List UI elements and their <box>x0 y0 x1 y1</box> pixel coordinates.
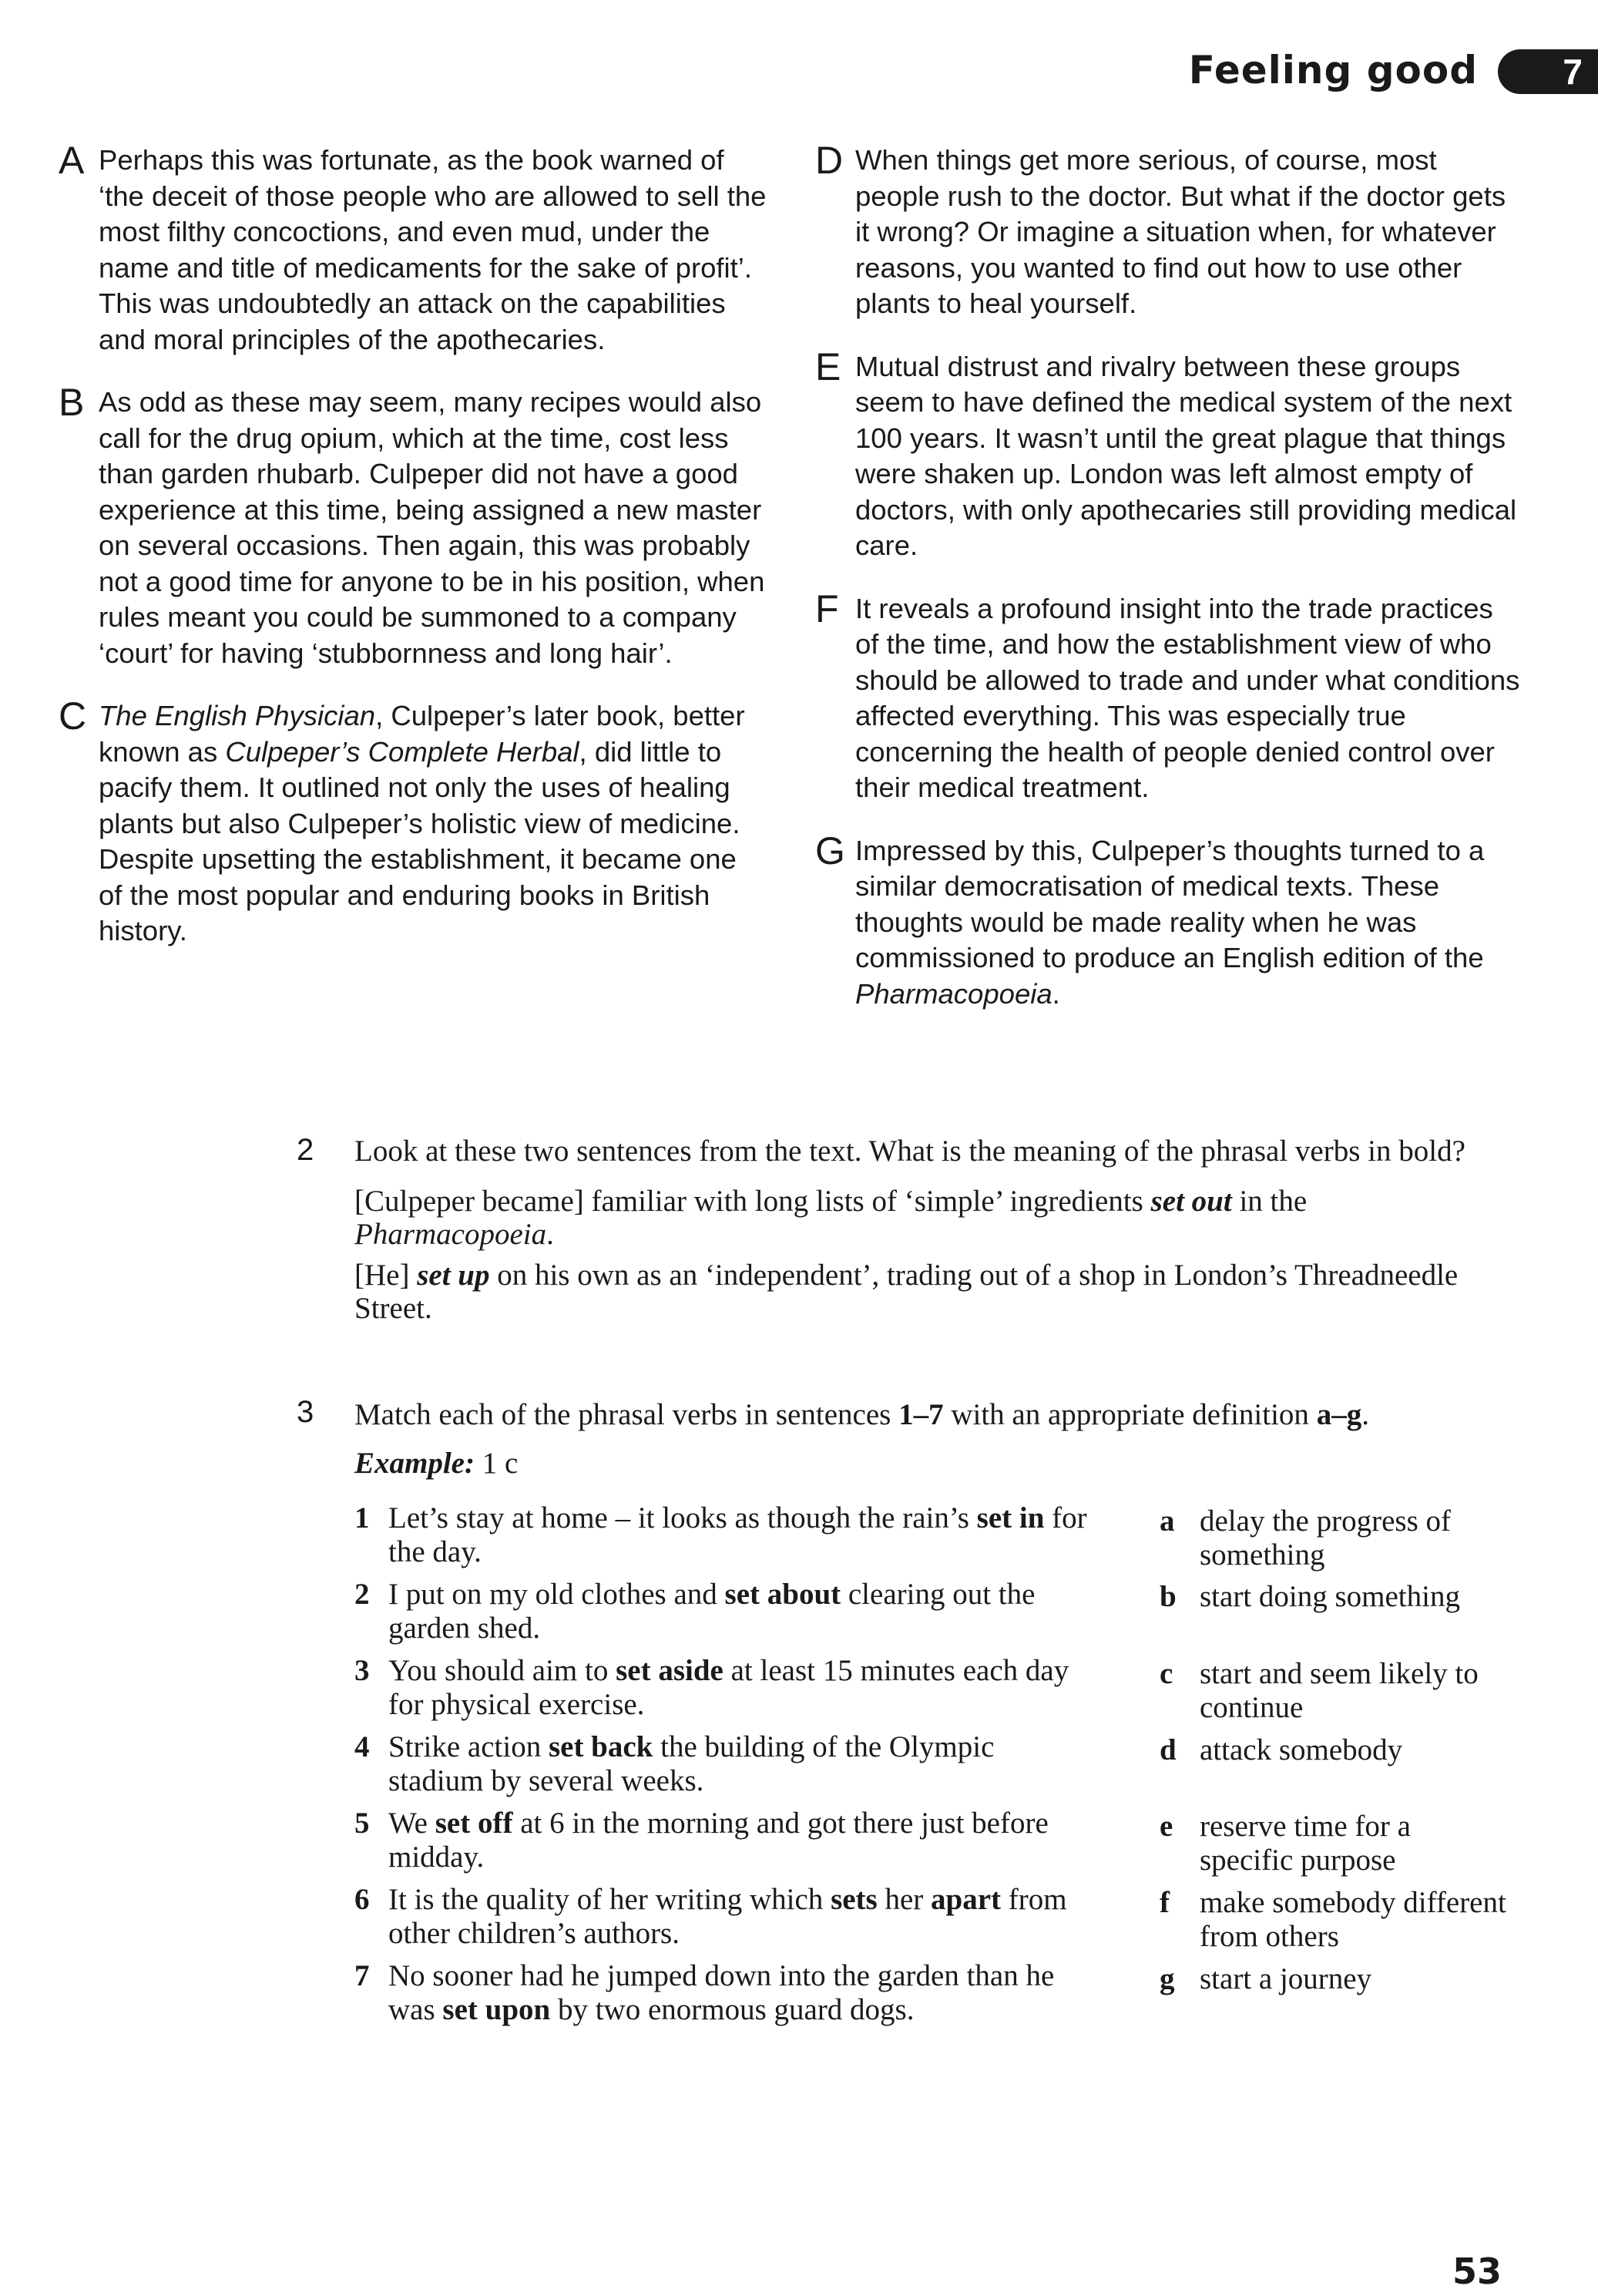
paragraph-text: When things get more serious, of course, most people rush to the doctor. But what if the doctor gets it wrong? Or imagine a situation when, for whatever reasons, you wanted to find out how to use other plants to heal yourself. <box>855 144 1506 319</box>
paragraph-e <box>815 345 1524 564</box>
phrasal-verb: sets <box>831 1883 878 1916</box>
paragraph-letter: E <box>815 345 841 388</box>
exercise-2 <box>354 1135 1479 1325</box>
definition-letter: d <box>1160 1733 1177 1767</box>
sentence-text <box>388 1730 1094 1798</box>
exercise-3-number: 3 <box>297 1395 314 1429</box>
phrasal-verb: set off <box>435 1807 513 1840</box>
exercise-2-sentence-1 <box>354 1185 1479 1251</box>
phrasal-verb: set aside <box>616 1654 723 1687</box>
paragraph-text: Perhaps this was fortunate, as the book warned of ‘the deceit of those people who are allowed to sell the most filthy concoctions, and even mud, under the name and title of medicaments for the sake of profit’. This was undoubtedly an attack on the capabilities and moral principles of the apothecaries. <box>99 144 767 355</box>
sentence-segment: on his own as an ‘independent’, trading out of a shop in London’s Threadneedle Street. <box>354 1259 1459 1325</box>
sentence-number: 2 <box>354 1578 370 1611</box>
sentence-segment: . <box>546 1218 554 1251</box>
match-sentence-2 <box>354 1578 1094 1646</box>
sentence-segment: No sooner had he jumped down into the garden than he was <box>388 1959 1055 2026</box>
definition-letter: e <box>1160 1810 1173 1843</box>
sentence-segment: in the <box>1231 1185 1308 1218</box>
instruction-segment: with an appropriate definition <box>943 1398 1317 1431</box>
definition-text: delay the progress of something <box>1200 1504 1451 1572</box>
paragraph-text: Mutual distrust and rivalry between these groups seem to have defined the medical system of the next 100 years. It wasn’t until the great plague that things were shaken up. London was left almost empty of doctors, with only apothecaries still providing medical care. <box>855 350 1517 561</box>
sentence-text <box>388 1959 1094 2027</box>
match-sentence-3 <box>354 1654 1094 1722</box>
book-title-italic: Pharmacopoeia <box>855 977 1052 1010</box>
definition-text: start doing something <box>1200 1580 1460 1613</box>
definition-g <box>1160 1962 1506 1996</box>
sentence-text <box>388 1883 1094 1951</box>
match-sentence-4 <box>354 1730 1094 1798</box>
sentence-number: 3 <box>354 1654 370 1687</box>
instruction-bold: 1–7 <box>898 1398 944 1431</box>
match-sentence-6 <box>354 1883 1094 1951</box>
definition-f <box>1160 1886 1506 1954</box>
sentence-segment: Let’s stay at home – it looks as though the rain’s <box>388 1501 977 1535</box>
sentence-segment: by two enormous guard dogs. <box>550 1993 915 2026</box>
right-column <box>815 139 1524 1039</box>
definition-c <box>1160 1657 1506 1725</box>
book-title-italic: The English Physician <box>99 700 376 731</box>
phrasal-verb: set up <box>417 1259 490 1292</box>
sentence-text <box>388 1654 1094 1722</box>
paragraph-g <box>815 829 1524 1013</box>
sentence-segment: You should aim to <box>388 1654 616 1687</box>
book-title-italic: Pharmacopoeia <box>354 1218 547 1251</box>
book-title-italic: Culpeper’s Complete Herbal <box>225 735 579 768</box>
definition-letter: c <box>1160 1657 1173 1690</box>
paragraph-a <box>59 139 767 358</box>
definition-d <box>1160 1733 1506 1767</box>
paragraph-text <box>99 698 767 950</box>
exercise-3-instruction <box>354 1398 1479 1431</box>
sentence-text <box>388 1807 1094 1874</box>
paragraph-f <box>815 587 1524 806</box>
paragraph-letter: G <box>815 829 845 872</box>
sentence-segment: for the day. <box>388 1501 1087 1568</box>
instruction-segment: . <box>1361 1398 1369 1431</box>
sentence-segment: It is the quality of her writing which <box>388 1883 831 1916</box>
sentence-segment: clearing out the garden shed. <box>388 1578 1036 1645</box>
paragraph-letter: D <box>815 139 844 182</box>
page-number: 53 <box>1452 2251 1502 2292</box>
phrasal-verb: set upon <box>442 1993 551 2026</box>
sentence-number: 4 <box>354 1730 370 1763</box>
paragraph-text-segment: . <box>1052 977 1060 1010</box>
exercise-3 <box>354 1398 1479 1480</box>
sentence-segment: her <box>877 1883 932 1916</box>
exercise-2-number: 2 <box>297 1133 314 1167</box>
paragraph-letter: F <box>815 587 839 630</box>
sentence-number: 5 <box>354 1807 370 1840</box>
unit-number: 7 <box>1563 52 1583 92</box>
phrasal-verb: set out <box>1150 1185 1232 1218</box>
paragraph-letter: A <box>59 139 85 182</box>
sentence-number: 1 <box>354 1501 370 1535</box>
sentence-segment: I put on my old clothes and <box>388 1578 725 1611</box>
sentence-segment: [He] <box>354 1259 418 1292</box>
phrasal-verb: apart <box>931 1883 1002 1916</box>
definition-e <box>1160 1810 1506 1877</box>
paragraph-d <box>815 139 1524 322</box>
paragraph-text: As odd as these may seem, many recipes would also call for the drug opium, which at the time, cost less than garden rhubarb. Culpeper did not have a good experience at this time, being assigned a new master on several occasions. Then again, this was probably not a good time for anyone to be in his position, when rules meant you could be summoned to a company ‘court’ for having ‘stubbornness and long hair’. <box>99 386 765 669</box>
paragraph-b <box>59 381 767 671</box>
exercise-2-sentence-2 <box>354 1259 1479 1325</box>
example-value: 1 c <box>474 1447 519 1480</box>
paragraph-text-segment: Impressed by this, Culpeper’s thoughts turned to a similar democratisation of medical texts. These thoughts would be made reality when he was commissioned to produce an English edition of the <box>855 834 1485 973</box>
match-sentence-1 <box>354 1501 1094 1569</box>
definition-letter: b <box>1160 1580 1177 1613</box>
sentence-segment: at least 15 minutes each day for physical exercise. <box>388 1654 1069 1721</box>
sentence-segment: [Culpeper became] familiar with long lists of ‘simple’ ingredients <box>354 1185 1151 1218</box>
paragraph-text-segment: , did little to pacify them. It outlined not only the uses of healing plants but also Culpeper’s holistic view of medicine. Despite upsetting the establishment, it became one of the most popular and enduring books in British history. <box>99 735 740 946</box>
sentence-segment: We <box>388 1807 435 1840</box>
definition-letter: f <box>1160 1886 1170 1919</box>
paragraph-text-segment: , Culpeper’s later book, better known as <box>99 700 745 768</box>
sentence-number: 7 <box>354 1959 370 1992</box>
sentence-segment: at 6 in the morning and got there just before midday. <box>388 1807 1049 1874</box>
page-header-title: Feeling good <box>1188 48 1478 92</box>
definition-text: start and seem likely to continue <box>1200 1657 1479 1724</box>
paragraph-c <box>59 694 767 950</box>
unit-number-tab <box>1498 49 1598 94</box>
sentence-segment: the building of the Olympic stadium by several weeks. <box>388 1730 995 1797</box>
definition-text: attack somebody <box>1200 1733 1403 1767</box>
sentence-number: 6 <box>354 1883 370 1916</box>
phrasal-verb: set in <box>976 1501 1045 1535</box>
definition-letter: g <box>1160 1962 1175 1995</box>
sentence-text <box>388 1501 1094 1569</box>
match-sentence-5 <box>354 1807 1094 1874</box>
paragraph-text: It reveals a profound insight into the trade practices of the time, and how the establishment view of who should be allowed to trade and under what conditions affected everything. This was especially true concerning the health of people denied control over their medical treatment. <box>855 592 1520 803</box>
match-sentence-7 <box>354 1959 1094 2027</box>
instruction-segment: Match each of the phrasal verbs in sentences <box>354 1398 899 1431</box>
paragraph-letter: C <box>59 694 87 738</box>
left-column <box>59 139 767 977</box>
sentence-text <box>388 1578 1094 1646</box>
instruction-bold: a–g <box>1316 1398 1362 1431</box>
definition-text: start a journey <box>1200 1962 1372 1995</box>
exercise-3-example <box>354 1447 1479 1480</box>
definition-text: make somebody different from others <box>1200 1886 1506 1953</box>
definition-b <box>1160 1580 1506 1614</box>
paragraph-text <box>855 833 1524 1013</box>
phrasal-verb: set about <box>724 1578 841 1611</box>
definition-text: reserve time for a specific purpose <box>1200 1810 1411 1877</box>
definition-a <box>1160 1504 1506 1572</box>
example-label: Example: <box>354 1447 475 1480</box>
paragraph-letter: B <box>59 381 85 424</box>
sentence-segment: from other children’s authors. <box>388 1883 1067 1950</box>
exercise-2-instruction: Look at these two sentences from the text. What is the meaning of the phrasal verbs in bold? <box>354 1135 1465 1168</box>
sentence-segment: Strike action <box>388 1730 549 1763</box>
definition-letter: a <box>1160 1504 1175 1538</box>
phrasal-verb: set back <box>548 1730 653 1763</box>
